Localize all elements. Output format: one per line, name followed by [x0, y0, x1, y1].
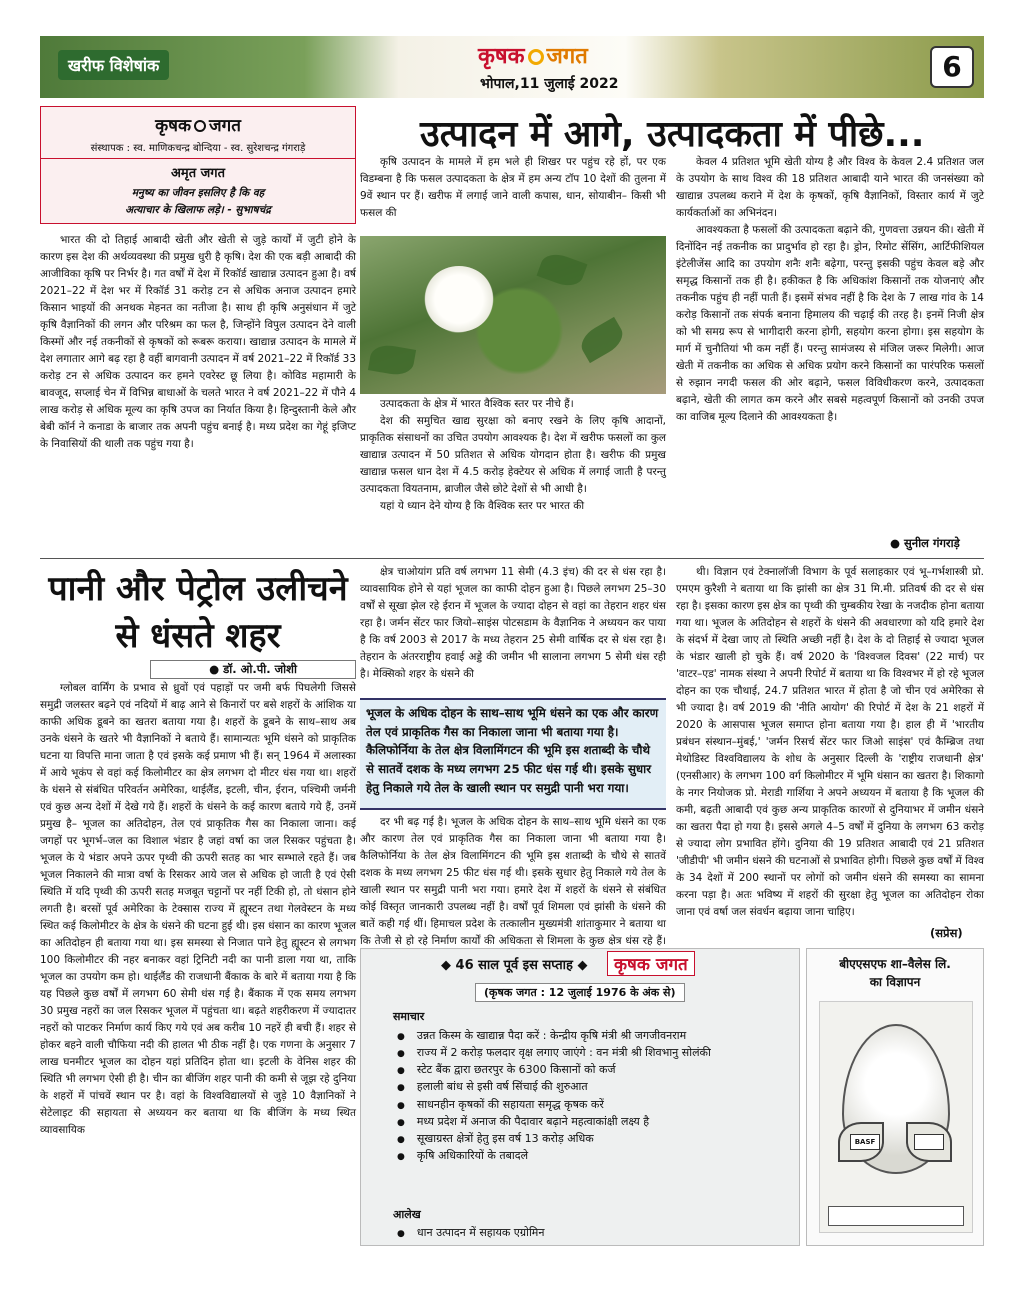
leaf-shape	[576, 317, 628, 363]
editorial-mid-para-2: देश की समुचित खाद्य सुरक्षा को बनाए रखने के लिए कृषि आदानों, प्राकृतिक संसाधनों का उचित उपयोग आवश्यक है। देश में खरीफ फसलों का कुल खाद्यान्न उत्पादन में 50 प्रतिशत से अधिक योगदान होता है। खरीफ की प्रमुख खाद्यान्न फसल धान देश में 4.5 करोड़ हेक्टेयर से अधिक में लगाई जाती है परन्तु उत्पादकता वियतनाम, ब्राजील जैसे छोटे देशों से भी आधी है।	[360, 415, 666, 495]
quote	[41, 185, 355, 219]
sun-icon	[528, 49, 544, 65]
list-item: ● धान उत्पादन में सहायक एग्रोमिन	[397, 1225, 544, 1240]
masthead-brand	[41, 113, 355, 136]
editorial-signature: ● सुनील गंगराड़े	[890, 536, 960, 550]
list-item: ● उन्नत किस्म के खाद्यान्न पैदा करें : केन्द्रीय कृषि मंत्री श्री जगजीवनराम	[397, 1027, 711, 1044]
list-item: ● साधनहीन कृषकों की सहायता समृद्ध कृषक करें	[397, 1096, 711, 1113]
ad-title-line-1: बीएएसएफ शा–वैलेस लि.	[839, 957, 951, 971]
list-item: ● स्टेट बैंक द्वारा छतरपुर के 6300 किसानों को कर्ज	[397, 1061, 711, 1078]
product-badge	[914, 1134, 944, 1150]
past-box-subtitle: (कृषक जगत : 12 जुलाई 1976 के अंक से)	[475, 983, 685, 1002]
section-divider	[40, 558, 984, 559]
editorial-mid-top-text: कृषि उत्पादन के मामले में हम भले ही शिखर पर पहुंच रहे हों, पर एक विडम्बना है कि फसल उत्पादकता के क्षेत्र में हम अन्य टॉप 10 देशों की तुलना में 9वें स्थान पर हैं। खरीफ में लगाई जाने वाली कपास, धान, सोयाबीन– किसी भी फसल की	[360, 156, 666, 219]
list-item: ● राज्य में 2 करोड़ फलदार वृक्ष लगाए जाएंगे : वन मंत्री श्री शिवभानु सोलंकी	[397, 1044, 711, 1061]
masthead-brand-part2: जगत	[209, 116, 241, 136]
page-number: 6	[930, 46, 974, 88]
list-item: ● हलाली बांध से इसी वर्ष सिंचाई की शुरुआत	[397, 1078, 711, 1095]
founders-line: संस्थापक : स्व. माणिकचन्द्र बोन्दिया - स्व. सुरेशचन्द्र गंगराड़े	[41, 140, 355, 159]
ad-title-line-2: का विज्ञापन	[869, 975, 921, 989]
news-list	[397, 1027, 711, 1164]
ad-footer-strip	[828, 1206, 964, 1226]
editorial-headline: उत्पादन में आगे, उत्पादकता में पीछे...	[420, 114, 925, 155]
section-title: अमृत जगत	[170, 166, 226, 181]
masthead-brand-part1: कृषक	[155, 116, 192, 136]
article-left-text: ग्लोबल वार्मिंग के प्रभाव से ध्रुवों एवं पहाड़ों पर जमी बर्फ पिघलेगी जिससे समुद्री जलस्तर बढ़ने एवं नदियों में बाढ़ आने से किनारों पर बसे शहरों के आंशिक या काफी अधिक डूबने का खतरा बताया गया है। शहरों के डूबने के साथ–साथ अब उनके धंसने के खतरे भी वैज्ञानिकों ने बताये हैं। सामान्यतः भूमि धंसने को प्राकृतिक घटना या विपत्ति माना जाता है एवं इसके कई प्रमाण भी हैं। सन् 1964 में अलास्का में आये भूकंप से वहां कई किलोमीटर का क्षेत्र लगभग दो मीटर धंस गया था। शहरों के धंसने से संबंधित परिवर्तन अमेरिका, थाईलैंड, इटली, चीन, ईरान, पश्चिमी जर्मनी एवं कुछ अन्य देशों में देखे गये हैं। शहरों के धंसने के कई कारण बताये गये हैं, उनमें प्रमुख है– भूजल का अतिदोहन, तेल एवं प्राकृतिक गैस का निकाला जाना। कई जगहों पर भूगर्भ–जल का विशाल भंडार है जहां वर्षा का जल रिसकर पहुंचता है। भूजल के ये भंडार अपने ऊपर पृथ्वी की ऊपरी सतह का भार सम्भाले रहते हैं। जब भूजल निकालने की मात्रा वर्षा के रिसकर आये जल से अधिक हो जाती है एवं ऐसी स्थिति में यदि पृथ्वी की ऊपरी सतह मजबूत चट्टानों पर नहीं टिकी हो, तो धंसान होने लगती है। बरसों पूर्व अमेरिका के टेक्सास राज्य में ह्यूस्टन तथा गेलवेस्टन के मध्य स्थित कई किलोमीटर के क्षेत्र के धंसने की घटना हुई थी। इस धंसान का कारण भूजल का अतिदोहन ही बताया गया था। इस समस्या से निजात पाने हेतु ह्यूस्टन से लगभग 100 किलोमीटर की नहर बनाकर वहां ट्रिनिटी नदी का पानी डाला गया था, ताकि भूजल का उपयोग कम हो। थाईलैंड की राजधानी बैंकाक के बारे में बताया गया है कि यह पिछले कुछ वर्षों में लगभग 60 सेमी धंस गई है। बैंकाक में एक समय लगभग 30 प्रमुख नहरों का जल रिसकर भूजल में पहुंचता था। बढ़ते शहरीकरण में ज्यादातर नहरों को पाटकर निर्माण कार्य किए गये एवं अब करीब 10 नहरें ही बची हैं। शहर से होकर बहने वाली चौफिया नदी की हालत भी ठीक नहीं है। एक गणना के अनुसार 7 लाख घनमीटर भूजल का दोहन यहां प्रतिदिन होता था। इटली के वेनिस शहर की स्थिति भी लगभग ऐसी ही है। चीन का बीजिंग शहर पानी की कमी से जूझ रहे दुनिया के शहरों में पांचवें स्थान पर है। वहां के विश्वविद्यालयों से जुड़े 10 वैज्ञानिकों ने सेटेलाइट की सहायता से अध्ययन कर बताया था कि बीजिंग के मध्य स्थित व्यावसायिक	[40, 682, 356, 1136]
article-headline	[40, 566, 356, 660]
past-box-title: ◆ 46 साल पूर्व इस सप्ताह ◆	[441, 958, 588, 973]
basf-badge: BASF	[850, 1134, 880, 1150]
editorial-mid-bottom	[360, 396, 666, 552]
list-item: ● सूखाग्रस्त क्षेत्रों हेतु इस वर्ष 13 करोड़ अधिक	[397, 1130, 711, 1147]
issue-line: भोपाल,11 जुलाई 2022	[480, 76, 619, 92]
editorial-right-para-2: आवश्यकता है फसलों की उत्पादकता बढ़ाने की, गुणवत्ता उन्नयन की। खेती में दिनोंदिन नई तकनीक का प्रादुर्भाव हो रहा है। ड्रोन, रिमोट सेंसिंग, आर्टिफीशियल इंटेलीजेंस आदि का उपयोग शनैः शनैः बढ़ेगा, परन्तु इसकी पहुंच केवल बड़े और समृद्ध किसानों तक ही है। हकीकत है कि अधिकांश किसानों तक योजनाएं और तकनीक पहुंच ही नहीं पाती हैं। इसमें संभव नहीं है कि देश के 7 लाख गांव के 14 करोड़ किसानों तक संपर्क बनाना हिमालय की चढ़ाई की तरह है। इनमें निजी क्षेत्र को भी समग्र रूप से भागीदारी करना होगी, सहयोग करना होगा। इस सहयोग के मार्ग में चुनौतियां भी कम नहीं हैं। परन्तु सामंजस्य से मंजिल जरूर मिलेगी। आज खेती में तकनीक का अधिक से अधिक प्रयोग करने किसानों का पारंपरिक फसलों से रुझान नगदी फसल की ओर बढ़ाने, फसल विविधीकरण करने, उत्पादकता बढ़ाने, खेती की लागत कम करने और सबसे महत्वपूर्ण किसानों को उनकी उपज का वाजिब मूल्य दिलाने की आवश्यकता है।	[676, 224, 984, 423]
editorial-left-text: भारत की दो तिहाई आबादी खेती और खेती से जुड़े कार्यों में जुटी होने के कारण इस देश की अर्थव्यवस्था की प्रमुख धुरी है कृषि। देश की एक बड़ी आबादी की आजीविका कृषि पर निर्भर है। गत वर्षों में देश में रिकॉर्ड खाद्यान्न उत्पादन हुआ है। वर्ष 2021–22 में देश भर में रिकॉर्ड 31 करोड़ टन से अधिक अनाज उत्पादन हमारे किसान भाइयों की अनथक मेहनत का नतीजा है। साथ ही कृषि अनुसंधान में जुटे कृषि वैज्ञानिकों की लगन और परिश्रम का फल है, जिन्होंने विपुल उत्पादन देने वाली किस्मों और नई तकनीकों से कृषकों को रूबरू कराया। खाद्यान्न उत्पादन के मामले में देश लगातार आगे बढ़ रहा है वहीं बागवानी उत्पादन में वर्ष 2021–22 में रिकॉर्ड 33 करोड़ टन से अधिक उत्पादन कर हमने एवरेस्ट छू लिया है। कोविड महामारी के बावजूद, सप्लाई चेन में विभिन्न बाधाओं के चलते भारत ने वर्ष 2021–22 में पौने 4 लाख करोड़ से अधिक मूल्य का कृषि उपज का निर्यात किया है। हिन्दुस्तानी केले और बेबी कॉर्न ने कनाडा के बाजार तक अपनी पहुंच बनाई है। मध्य प्रदेश का गेहूं इजिप्ट के निवासियों की थाली तक पहुंच गया है।	[40, 234, 356, 450]
article-label: आलेख	[393, 1208, 421, 1221]
cotton-flower-photo	[360, 236, 666, 394]
article-credit: (सप्रेस)	[930, 926, 963, 940]
news-label: समाचार	[393, 1010, 425, 1023]
editorial-mid-para-3: यहां ये ध्यान देने योग्य है कि वैश्विक स्तर पर भारत की	[380, 500, 585, 512]
article-mid-top-text: क्षेत्र चाओयांग प्रति वर्ष लगभग 11 सेमी (4.3 इंच) की दर से धंस रहा है। व्यावसायिक होने से यहां भूजल का काफी दोहन हुआ है। पिछले लगभग 25–30 वर्षों से सूखा झेल रहे ईरान में भूजल के ज्यादा दोहन से वहां का तेहरान शहर धंस रहा है। जर्मन सेंटर फार जियो–साइंस पोटसडाम के वैज्ञानिक ने अध्ययन कर पाया है कि वर्ष 2003 से 2017 के मध्य तेहरान 25 सेमी वार्षिक दर से धंस रहा है। तेहरान के अंतरराष्ट्रीय हवाई अड्डे की जमीन भी सालाना लगभग 5 सेमी धंस रही है। मेक्सिको शहर के धंसने की	[360, 566, 666, 680]
leaf-shape	[537, 249, 588, 290]
article-headline-line-1: पानी और पेट्रोल उलीचने	[48, 569, 348, 609]
article-list	[397, 1225, 544, 1240]
advertisement-box	[806, 948, 984, 1246]
article-byline: ● डॉ. ओ.पी. जोशी	[150, 660, 356, 679]
section-label: खरीफ विशेषांक	[58, 50, 169, 80]
ad-artwork	[819, 1001, 973, 1233]
pull-quote: भूजल के अधिक दोहन के साथ–साथ भूमि धंसने का एक और कारण तेल एवं प्राकृतिक गैस का निकाला जाना भी बताया गया है। कैलिफोर्निया के तेल क्षेत्र विलामिंगटन की भूमि इस शताब्दी के चौथे से सातवें दशक के मध्य लगभग 25 फीट धंस गई थी। इसके सुधार हेतु निकाले गये तेल के खाली स्थान पर समुद्री पानी भरा गया।	[360, 698, 666, 810]
editorial-left-column	[40, 232, 356, 554]
quote-line-1: मनुष्य का जीवन इसलिए है कि वह	[131, 187, 265, 199]
quote-line-2: अत्याचार के खिलाफ लड़े। - सुभाषचंद्र	[125, 203, 271, 216]
article-right-column	[676, 564, 984, 924]
brand-part2: जगत	[546, 44, 588, 69]
header-banner	[40, 36, 984, 98]
article-mid-bottom	[360, 814, 666, 947]
article-headline-line-2: से धंसते शहर	[115, 615, 281, 656]
past-box-brand: कृषक जगत	[607, 951, 695, 976]
list-item: ● मध्य प्रदेश में अनाज की पैदावार बढ़ाने महत्वाकांक्षी लक्ष्य है	[397, 1113, 711, 1130]
past-issue-box	[360, 948, 800, 1246]
leaf-shape	[368, 342, 416, 377]
article-left-column	[40, 680, 356, 1246]
article-mid-top	[360, 564, 666, 694]
editorial-mid-para-1: उत्पादकता के क्षेत्र में भारत वैश्विक स्तर पर नीचे हैं।	[380, 398, 574, 410]
article-mid-bottom-text: दर भी बढ़ गई है। भूजल के अधिक दोहन के साथ–साथ भूमि धंसने का एक और कारण तेल एवं प्राकृतिक गैस का निकाला जाना भी बताया गया है। कैलिफोर्निया के तेल क्षेत्र विलामिंगटन की भूमि इस शताब्दी के चौथे से सातवें दशक के मध्य लगभग 25 फीट धंस गई थी। इसके सुधार हेतु निकाले गये तेल के खाली स्थान पर समुद्री पानी भरा गया। हमारे देश में शहरों के धंसने से संबंधित कोई विस्तृत जानकारी उपलब्ध नहीं है। वर्षों पूर्व शिमला एवं झांसी के धंसने की बातें कही गई थीं। हिमाचल प्रदेश के तत्कालीन मुख्यमंत्री शांताकुमार ने बताया था कि तेजी से हो रहे निर्माण कार्यों की अधिकता से शिमला के कुछ क्षेत्र धंस रहे हैं।	[360, 816, 666, 947]
masthead-box	[40, 106, 356, 224]
brand-part1: कृषक	[478, 44, 525, 69]
editorial-mid-top	[360, 154, 666, 234]
ad-title	[807, 955, 983, 991]
brand-logo	[478, 40, 588, 70]
editorial-right-column	[676, 154, 984, 530]
editorial-right-para-1: केवल 4 प्रतिशत भूमि खेती योग्य है और विश्व के केवल 2.4 प्रतिशत जल के उपयोग के साथ विश्व की 18 प्रतिशत आबादी याने भारत की जनसंख्या को खाद्यान्न उपलब्ध कराने में देश के कृषकों, कृषि वैज्ञानिकों, विस्तार कार्य में जुटे कार्यकर्ताओं का अभिनंदन।	[676, 156, 984, 219]
article-right-text: थी। विज्ञान एवं टेक्नालॉजी विभाग के पूर्व सलाहकार एवं भू–गर्भशास्त्री प्रो. एमएम कुरैशी ने बताया था कि झांसी का क्षेत्र 31 मि.मी. प्रतिवर्ष की दर से धंस रहा है। इसका कारण इस क्षेत्र का पृथ्वी की चुम्बकीय रेखा के नजदीक होना बताया गया था। भूजल के अतिदोहन से शहरों के धंसने की अवधारणा को यदि हमारे देश के संदर्भ में देखा जाए तो स्थिति अच्छी नहीं है। देश के दो तिहाई से ज्यादा भूजल के भंडार खाली हो चुके हैं। वर्ष 2020 के 'विश्वजल दिवस' (22 मार्च) पर 'वाटर–एड' नामक संस्था ने अपनी रिपोर्ट में बताया था कि विश्वभर में हो रहे भूजल दोहन का एक चौथाई, 24.7 प्रतिशत भारत में होता है जो चीन एवं अमेरिका से भी ज्यादा है। वर्ष 2019 की 'नीति आयोग' की रिपोर्ट में देश के 21 शहरों में 2020 के आसपास भूजल समाप्त होना बताया गया है। हाल ही में 'भारतीय प्रबंधन संस्थान–मुंबई,' 'जर्मन रिसर्च सेंटर फार जिओ साइंस' एवं कैम्ब्रिज तथा मेथोडिस्ट विश्वविद्यालय के शोध के अनुसार दिल्ली के 'राष्ट्रीय राजधानी क्षेत्र' (एनसीआर) के लगभग 100 वर्ग किलोमीटर में भूमि धंसान का खतरा है। शिकागो के नगर नियोजक प्रो. मेराडी गार्शिया ने अपने अध्ययन में बताया है कि भूजल की कमी, बढ़ती आबादी एवं कुछ अन्य प्राकृतिक कारणों से दुनियाभर में जमीन धंसने का खतरा पैदा हो गया है। इससे अगले 4–5 वर्षों में दुनिया के लगभग 63 करोड़ से ज्यादा लोग प्रभावित होंगे। दुनिया की 19 प्रतिशत आबादी एवं 21 प्रतिशत 'जीडीपी' भी जमीन धंसने की घटनाओं से प्रभावित होगी। पिछले कुछ वर्षों में विश्व के 34 देशों में 200 स्थानों पर लोगों को जमीन धंसने की समस्या का सामना करना पड़ा है। अतः भविष्य में शहरों की सुरक्षा हेतु भूजल का अतिदोहन रोका जाना एवं वर्षा जल संवर्धन बढ़ाया जाना चाहिए।	[676, 566, 984, 918]
cotton-flower	[424, 266, 494, 332]
list-item: ● कृषि अधिकारियों के तबादले	[397, 1147, 711, 1164]
sun-icon	[194, 120, 206, 132]
